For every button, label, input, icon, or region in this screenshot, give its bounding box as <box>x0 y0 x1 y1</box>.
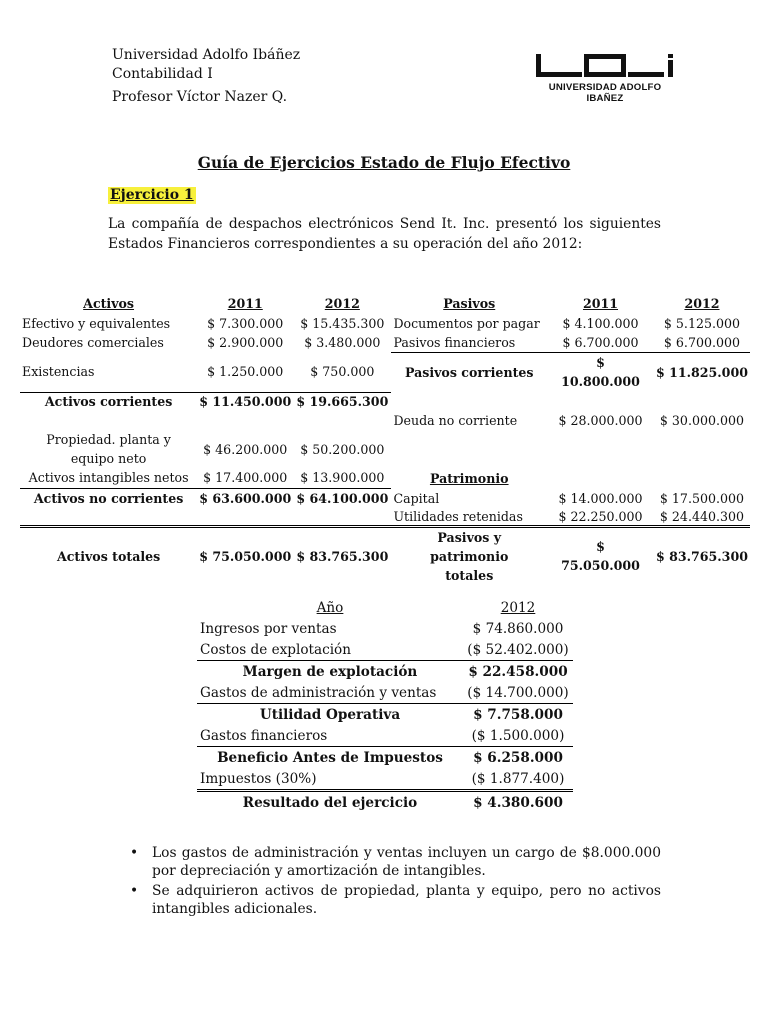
table-cell: Patrimonio <box>429 470 509 486</box>
bullet-icon: • <box>130 845 139 861</box>
table-cell: Utilidades retenidas <box>391 508 547 526</box>
col-header-ano: Año <box>316 599 344 616</box>
table-cell: $ 50.200.000 <box>300 441 385 457</box>
table-cell <box>293 508 391 526</box>
table-cell: $ 10.800.000 <box>561 355 640 390</box>
table-row <box>20 468 750 488</box>
list-item <box>130 844 661 880</box>
table-cell: $ 83.765.300 <box>296 548 389 564</box>
table-row <box>197 725 573 747</box>
table-cell: $ 83.765.300 <box>655 548 748 564</box>
table-cell: ($ 1.877.400) <box>463 768 573 791</box>
table-cell: Costos de explotación <box>197 639 463 661</box>
list-item <box>130 882 661 918</box>
table-cell <box>197 410 293 430</box>
table-cell: $ 2.900.000 <box>207 335 284 350</box>
table-cell: $ 17.500.000 <box>659 490 745 506</box>
table-cell <box>654 430 750 468</box>
table-row <box>197 618 573 639</box>
col-header-activos: Activos <box>83 295 135 311</box>
table-cell: $ 30.000.000 <box>659 412 745 428</box>
table-cell: Ingresos por ventas <box>200 620 337 637</box>
table-cell: $ 75.050.000 <box>561 539 640 573</box>
table-cell: Deuda no corriente <box>393 412 518 428</box>
table-cell <box>20 508 197 526</box>
table-cell: $ 6.700.000 <box>547 333 654 352</box>
table-cell: ($ 52.402.000) <box>463 639 573 661</box>
notes-list <box>130 844 661 920</box>
table-cell: Margen de explotación <box>242 663 418 680</box>
list-item-text: Se adquirieron activos de propiedad, planta y equipo, pero no activos intangibles adicionales. <box>152 883 661 917</box>
table-cell: $ 74.860.000 <box>472 620 564 637</box>
table-cell: $ 63.600.000 <box>199 490 292 506</box>
table-cell <box>391 430 547 468</box>
table-cell: $ 11.825.000 <box>655 364 748 380</box>
table-cell: $ 14.000.000 <box>558 490 643 506</box>
table-row <box>197 682 573 704</box>
table-row <box>197 597 573 618</box>
table-row <box>197 791 573 814</box>
table-row <box>20 352 750 392</box>
table-row <box>197 768 573 791</box>
table-cell <box>654 392 750 410</box>
table-cell: $ 11.450.000 <box>199 393 292 409</box>
table-cell: $ 75.050.000 <box>199 548 292 564</box>
table-cell: $ 3.480.000 <box>304 335 381 350</box>
table-cell: $ 1.250.000 <box>197 352 293 392</box>
table-cell: $ 4.100.000 <box>562 315 639 331</box>
table-cell: $ 22.458.000 <box>468 663 568 680</box>
exercise-label-text: Ejercicio 1 <box>110 187 194 203</box>
table-row <box>20 488 750 508</box>
table-cell: $ 22.250.000 <box>547 508 654 526</box>
col-header-p2011: 2011 <box>582 295 619 311</box>
col-header-pasivos: Pasivos <box>443 295 496 311</box>
table-row <box>197 747 573 769</box>
table-row <box>20 526 750 585</box>
table-cell: Capital <box>393 490 440 506</box>
table-cell: Propiedad. planta y equipo neto <box>46 432 171 466</box>
table-row <box>20 293 750 313</box>
table-row <box>20 333 750 352</box>
col-header-p2012: 2012 <box>684 295 720 311</box>
table-cell: ($ 1.500.000) <box>463 725 573 747</box>
table-cell: Deudores comerciales <box>22 335 164 350</box>
table-cell: Activos corrientes <box>44 393 173 409</box>
table-cell: $ 46.200.000 <box>203 441 288 457</box>
table-row <box>197 639 573 661</box>
table-cell: Pasivos financieros <box>391 333 547 352</box>
col-header-2012: 2012 <box>324 295 360 311</box>
table-cell: $ 750.000 <box>293 352 391 392</box>
col-header-year: 2012 <box>500 599 536 616</box>
table-cell: $ 15.435.300 <box>300 315 385 331</box>
table-row <box>20 313 750 333</box>
table-cell: $ 7.300.000 <box>207 315 284 331</box>
table-cell: $ 6.700.000 <box>654 333 750 352</box>
course-name: Contabilidad I <box>112 66 213 82</box>
table-cell: ($ 14.700.000) <box>463 682 573 704</box>
table-cell: $ 13.900.000 <box>293 468 391 488</box>
table-row <box>20 410 750 430</box>
intro-paragraph: La compañía de despachos electrónicos Send It. Inc. presentó los siguientes Estados Financieros correspondientes a su operación del año 2012: <box>108 216 661 252</box>
professor-name: Profesor Víctor Nazer Q. <box>112 89 288 105</box>
income-statement-table <box>197 597 573 813</box>
university-name: Universidad Adolfo Ibáñez <box>112 47 301 63</box>
table-row <box>20 392 750 410</box>
table-cell: Resultado del ejercicio <box>242 794 418 811</box>
table-cell: $ 28.000.000 <box>558 412 643 428</box>
table-cell <box>547 392 654 410</box>
table-cell: Impuestos (30%) <box>197 768 463 791</box>
logo-caption: UNIVERSIDAD ADOLFO IBAÑEZ <box>548 82 662 104</box>
table-cell: $ 19.665.300 <box>296 393 389 409</box>
table-cell <box>20 410 197 430</box>
col-header-2011: 2011 <box>227 295 263 311</box>
page-title: Guía de Ejercicios Estado de Flujo Efectivo <box>197 153 571 172</box>
table-cell: Documentos por pagar <box>393 315 540 331</box>
table-row <box>20 508 750 526</box>
table-row <box>20 430 750 468</box>
table-cell: Activos intangibles netos <box>20 468 197 488</box>
list-item-text: Los gastos de administración y ventas incluyen un cargo de $8.000.000 por depreciación y amortización de intangibles. <box>152 845 661 879</box>
table-cell: $ 4.380.600 <box>473 794 563 811</box>
table-cell: Activos no corrientes <box>33 490 184 506</box>
table-cell: $ 7.758.000 <box>473 706 563 723</box>
table-cell: $ 64.100.000 <box>296 490 389 506</box>
table-cell: $ 24.440.300 <box>654 508 750 526</box>
table-cell <box>197 508 293 526</box>
table-cell: Existencias <box>20 352 197 392</box>
table-cell: Activos totales <box>56 548 161 564</box>
table-cell: Beneficio Antes de Impuestos <box>217 749 443 766</box>
table-cell: $ 5.125.000 <box>663 315 741 331</box>
bullet-icon: • <box>130 883 139 899</box>
table-row <box>197 704 573 726</box>
table-cell: Gastos financieros <box>197 725 463 747</box>
table-cell <box>547 430 654 468</box>
table-cell: Gastos de administración y ventas <box>197 682 463 704</box>
table-cell: Pasivos y patrimonio totales <box>430 529 509 583</box>
table-cell: Pasivos corrientes <box>404 364 534 380</box>
table-cell: Efectivo y equivalentes <box>22 315 171 331</box>
table-row <box>197 661 573 683</box>
table-cell <box>547 468 654 488</box>
table-cell: Utilidad Operativa <box>259 706 401 723</box>
table-cell <box>391 392 547 410</box>
exercise-label <box>108 187 196 204</box>
balance-sheet-table <box>20 293 750 585</box>
table-cell: $ 6.258.000 <box>473 749 563 766</box>
table-cell: $ 17.400.000 <box>197 468 293 488</box>
table-cell <box>293 410 391 430</box>
table-cell <box>654 468 750 488</box>
